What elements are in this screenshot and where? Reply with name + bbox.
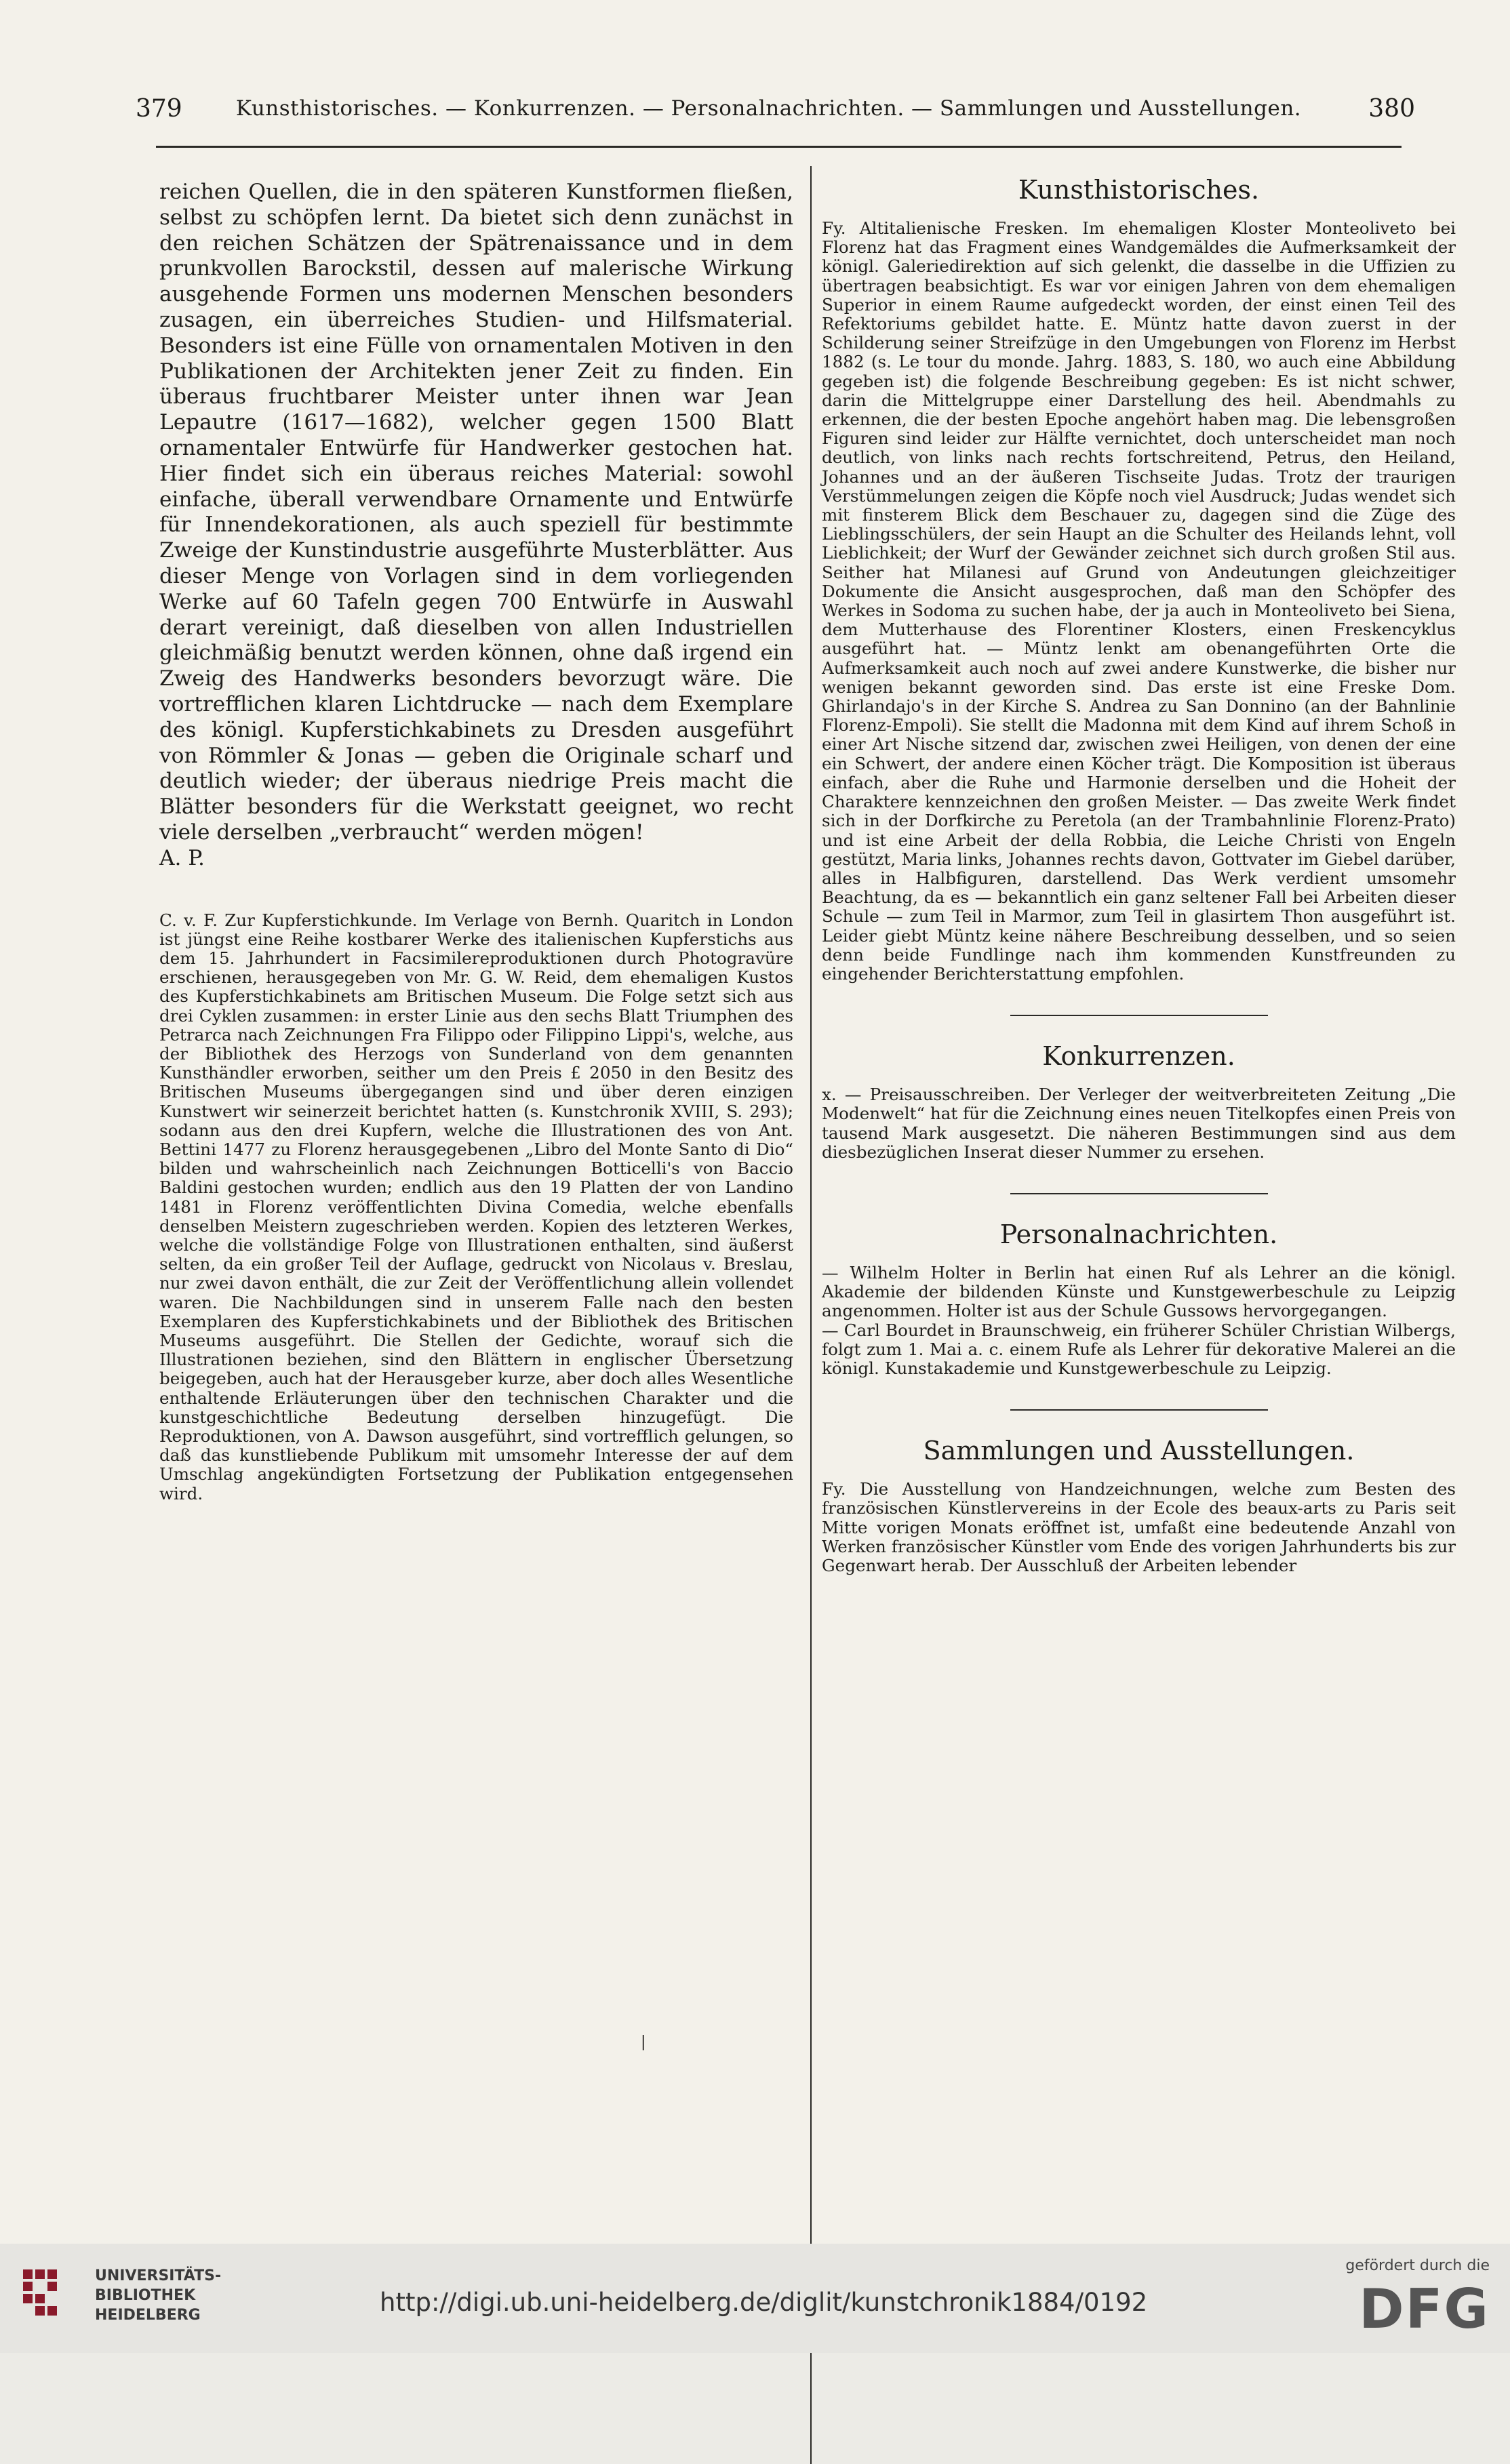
bourdet-notice: — Carl Bourdet in Braunschweig, ein früherer Schüler Christian Wilbergs, folgt zum 1. Mai a. c. einem Rufe als Lehrer für dekorative Malerei an die königl. Kunstakademie und Kunstgewerbeschule zu Leipzig. [822, 1320, 1456, 1378]
university-library-name: UNIVERSITÄTS- BIBLIOTHEK HEIDELBERG [95, 2267, 222, 2324]
review-signature: A. P. [159, 845, 205, 870]
page-number-right: 380 [1368, 95, 1415, 123]
page-number-left: 379 [136, 95, 182, 123]
fresken-article: Fy. Altitalienische Fresken. Im ehemaligen Kloster Monteoliveto bei Florenz hat das Fragment eines Wandgemäldes die Aufmerksamkeit der königl. Galeriedirektion auf sich gelenkt, die dasselbe in die Uffizien zu übertragen beabsichtigt. Es war vor einigen Jahren von dem ehemaligen Superior in einem Raume aufgedeckt worden, der einst einen Teil des Refektoriums gebildet hatte. E. Müntz hatte davon zuerst in der Schilderung seiner Streifzüge in den Umgebungen von Florenz im Herbst 1882 (s. Le tour du monde. Jahrg. 1883, S. 180, wo auch eine Abbildung gegeben ist) die folgende Beschreibung gegeben: Es ist nicht schwer, darin die Mittelgruppe einer Darstellung des heil. Abendmahls zu erkennen, die der besten Epoche angehört haben mag. Die lebensgroßen Figuren sind leider zur Hälfte vernichtet, doch unterscheidet man noch deutlich, von links nach rechts fortschreitend, Petrus, den Heiland, Johannes und an der äußeren Tischseite Judas. Trotz der traurigen Verstümmelungen zeigen die Köpfe noch viel Ausdruck; Judas wendet sich mit finsterem Blick dem Beschauer zu, dagegen sind die Züge des Lieblingsschülers, der sein Haupt an die Schulter des Heilands lehnt, voll Lieblichkeit; der Wurf der Gewänder zeichnet sich durch großen Stil aus. Seither hat Milanesi auf Grund von Andeutungen gleichzeitiger Dokumente die Ansicht ausgesprochen, daß man den Schöpfer des Werkes in Sodoma zu suchen habe, der ja auch in Monteoliveto bei Siena, dem Mutterhause des Florentiner Klosters, einen Freskencyklus ausgeführt hat. — Müntz lenkt am obenangeführten Orte die Aufmerksamkeit auch noch auf zwei andere Kunstwerke, die bisher nur wenigen bekannt geworden sind. Das erste ist eine Freske Dom. Ghirlandajo's in der Kirche S. Andrea zu San Donnino (an der Bahnlinie Florenz-Empoli). Sie stellt die Madonna mit dem Kind auf ihrem Schoß in einer Art Nische sitzend dar, zwischen zwei Heiligen, von denen der eine ein Schwert, der andere einen Köcher trägt. Die Komposition ist überaus einfach, aber die Ruhe und Harmonie derselben und die Hoheit der Charaktere kennzeichnen den großen Meister. — Das zweite Werk findet sich in der Dorfkirche zu Peretola (an der Trambahnlinie Florenz-Prato) und ist eine Arbeit der della Robbia, die Leiche Christi von Engeln gestützt, Maria links, Johannes rechts davon, Gottvater im Giebel darüber, alles in Halbfiguren, darstellend. Das Werk verdient umsomehr Beachtung, da es — bekanntlich ein ganz seltener Fall bei Arbeiten dieser Schule — zum Teil in Marmor, zum Teil in glasirtem Thon ausgeführt ist. Leider giebt Müntz keine nähere Beschreibung desselben, und so seien denn beide Fundlinge nach ihm kommenden Kunstfreunden zu eingehender Berichterstattung empfohlen. [822, 218, 1456, 984]
page-mark: | [641, 2034, 646, 2051]
funded-by-label: gefördert durch die [1345, 2257, 1490, 2274]
section-title-kunsthistorisches: Kunsthistorisches. [1018, 175, 1260, 205]
permalink-url[interactable]: http://digi.ub.uni-heidelberg.de/diglit/kunstchronik1884/0192 [380, 2288, 1148, 2317]
column-divider [810, 166, 812, 2464]
section-divider [1010, 1193, 1268, 1194]
holter-notice: — Wilhelm Holter in Berlin hat einen Ruf als Lehrer an die königl. Akademie der bildenden Künste und Kunstgewerbeschule zu Leipzig angenommen. Holter ist aus der Schule Gussows hervorgegangen. [822, 1262, 1456, 1321]
page-header [115, 95, 1422, 136]
left-column [159, 180, 793, 1503]
section-divider [1010, 1015, 1268, 1016]
right-column [822, 175, 1456, 1575]
ausstellung-article: Fy. Die Ausstellung von Handzeichnungen, welche zum Besten des französischen Künstlervereins in der Ecole des beaux-arts zu Paris seit Mitte vorigen Monats eröffnet ist, umfaßt eine bedeutende Anzahl von Werken französischer Künstler vom Ende des vorigen Jahrhunderts bis zur Gegenwart herab. Der Ausschluß der Arbeiten lebender [822, 1479, 1456, 1575]
section-title-sammlungen: Sammlungen und Ausstellungen. [923, 1436, 1355, 1466]
lepautre-review-text: reichen Quellen, die in den späteren Kunstformen fließen, selbst zu schöpfen lernt. Da bietet sich denn zunächst in den reichen Schätzen der Spätrenaissance und in dem prunkvollen Barockstil, dessen auf malerische Wirkung ausgehende Formen uns modernen Menschen besonders zusagen, ein überreiches Studien- und Hilfsmaterial. Besonders ist eine Fülle von ornamentalen Motiven in den Publikationen der Architekten jener Zeit zu finden. Ein überaus fruchtbarer Meister unter ihnen war Jean Lepautre (1617—1682), welcher gegen 1500 Blatt ornamentaler Entwürfe für Handwerker gestochen hat. Hier findet sich ein überaus reiches Material: sowohl einfache, überall verwendbare Ornamente und Entwürfe für Innendekorationen, als auch speziell für bestimmte Zweige der Kunstindustrie ausgeführte Musterblätter. Aus dieser Menge von Vorlagen sind in dem vorliegenden Werke auf 60 Tafeln gegen 700 Entwürfe in Auswahl derart vereinigt, daß dieselben von allen Industriellen gleichmäßig benutzt werden können, ohne daß irgend ein Zweig des Handwerks besonders bevorzugt wäre. Die vortrefflichen klaren Lichtdrucke — nach dem Exemplare des königl. Kupferstichkabinets zu Dresden ausgeführt von Römmler & Jonas — geben die Originale scharf und deutlich wieder; der überaus niedrige Preis macht die Blätter besonders für die Werkstatt geeignet, wo recht viele derselben „verbraucht“ werden mögen! [159, 180, 793, 845]
university-library-logo-icon [20, 2263, 85, 2327]
section-title-personalnachrichten: Personalnachrichten. [999, 1219, 1278, 1249]
dfg-logo: DFG [1359, 2278, 1490, 2341]
section-divider [1010, 1409, 1268, 1411]
kupferstichkunde-article: C. v. F. Zur Kupferstichkunde. Im Verlage von Bernh. Quaritch in London ist jüngst eine Reihe kostbarer Werke des italienischen Kupferstichs aus dem 15. Jahrhundert in Facsimilereproduktionen durch Photogravüre erschienen, herausgegeben von Mr. G. W. Reid, dem ehemaligen Kustos des Kupferstichkabinets am Britischen Museum. Die Folge setzt sich aus drei Cyklen zusammen: in erster Linie aus den sechs Blatt Triumphen des Petrarca nach Zeichnungen Fra Filippo oder Filippino Lippi's, welche, aus der Bibliothek des Herzogs von Sunderland von dem genannten Kunsthändler erworben, seither um den Preis £ 2050 in den Besitz des Britischen Museums übergegangen sind und über deren einzigen Kunstwert wir seinerzeit berichtet hatten (s. Kunstchronik XVIII, S. 293); sodann aus den drei Kupfern, welche die Illustrationen des von Ant. Bettini 1477 zu Florenz herausgegebenen „Libro del Monte Santo di Dio“ bilden und wahrscheinlich nach Zeichnungen Botticelli's von Baccio Baldini gestochen wurden; endlich aus den 19 Platten der von Landino 1481 in Florenz veröffentlichten Divina Comedia, welche ebenfalls denselben Meistern zugeschrieben werden. Kopien des letzteren Werkes, welche die vollständige Folge von Illustrationen enthalten, sind äußerst selten, da ein großer Teil der Auflage, gedruckt von Nicolaus v. Breslau, nur zwei davon enthält, die zur Zeit der Veröffentlichung allein vollendet waren. Die Nachbildungen sind in unserem Falle nach den besten Exemplaren des Kupferstichkabinets und der Bibliothek des Britischen Museums ausgeführt. Die Stellen der Gedichte, worauf sich die Illustrationen beziehen, sind den Blättern in englischer Übersetzung beigegeben, auch hat der Herausgeber kurze, aber doch alles Wesentliche enthaltende Erläuterungen über den technischen Charakter und die kunstgeschichtliche Bedeutung derselben hinzugefügt. Die Reproduktionen, von A. Dawson ausgeführt, sind vortrefflich gelungen, so daß das kunstliebende Publikum mit umsomehr Interesse der auf dem Umschlag angekündigten Fortsetzung der Publikation entgegensehen wird. [159, 910, 793, 1503]
running-title: Kunsthistorisches. — Konkurrenzen. — Personalnachrichten. — Sammlungen und Ausstellungen. [235, 96, 1302, 121]
header-rule [156, 146, 1402, 148]
preisausschreiben-article: x. — Preisausschreiben. Der Verleger der weitverbreiteten Zeitung „Die Modenwelt“ hat für die Zeichnung eines neuen Titelkopfes einen Preis von tausend Mark ausgesetzt. Die näheren Bestimmungen sind aus dem diesbezüglichen Inserat dieser Nummer zu ersehen. [822, 1085, 1456, 1162]
section-title-konkurrenzen: Konkurrenzen. [1042, 1041, 1235, 1072]
